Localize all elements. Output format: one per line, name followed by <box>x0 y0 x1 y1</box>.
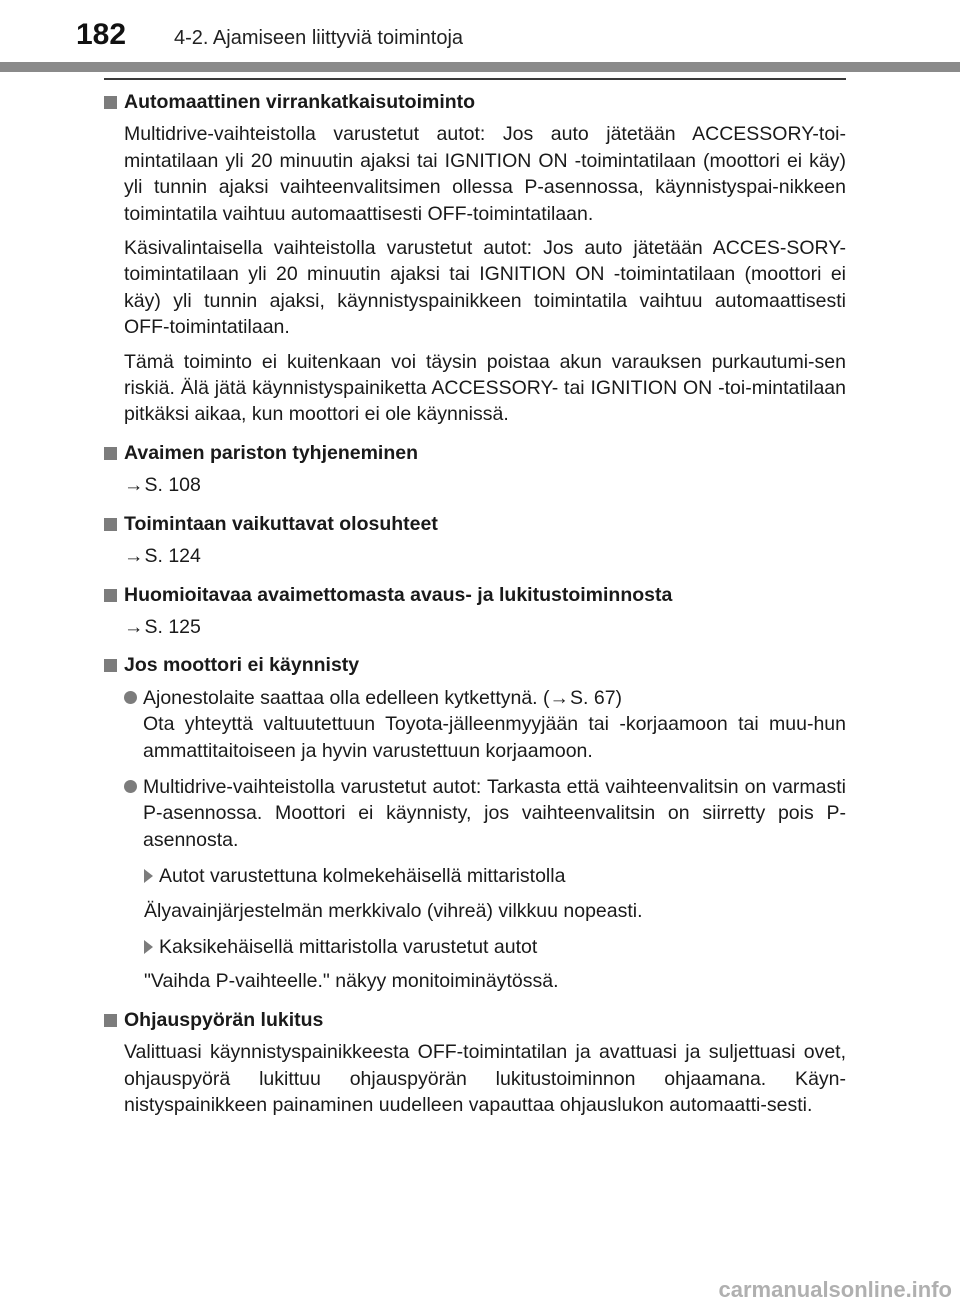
circle-bullet-icon <box>124 780 137 793</box>
section-heading <box>104 1007 846 1033</box>
arrow-right-icon: → <box>124 615 144 638</box>
heading-text: Huomioitavaa avaimettomasta avaus- ja lukitustoiminnosta <box>124 583 673 606</box>
section-title: 4-2. Ajamiseen liittyviä toimintoja <box>174 27 464 49</box>
sub-heading <box>104 863 846 889</box>
watermark: carmanualsonline.info <box>718 1277 952 1302</box>
square-bullet-icon <box>104 1014 117 1027</box>
header-band <box>0 62 960 72</box>
heading-text: Ohjauspyörän lukitus <box>124 1008 324 1031</box>
section-heading <box>104 582 846 608</box>
heading-text: Automaattinen virrankatkaisutoiminto <box>124 91 476 113</box>
sub-paragraph: Älyavainjärjestelmän merkkivalo (vihreä) vilkkuu nopeasti. <box>144 899 643 922</box>
square-bullet-icon <box>104 518 117 531</box>
paragraph: Tämä toiminto ei kuitenkaan voi täysin poistaa akun varauksen purkautumi-sen riskiä. Älä jätä käynnistyspainiketta ACCESSORY- tai IGNITION ON -toi-mintatilaan pitkäksi aikaa, kun moottori ei ole käynnissä. <box>124 350 846 426</box>
page-reference <box>104 543 846 569</box>
document-body <box>104 89 846 1126</box>
bullet-text: Ajonestolaite saattaa olla edelleen kytkettynä. ( <box>143 686 550 709</box>
paragraph: Multidrive-vaihteistolla varustetut autot: Jos auto jätetään ACCESSORY-toi-mintatilaan yli 20 minuutin ajaksi tai IGNITION ON -toimintatilaan (moottori ei käy) yli tunnin ajaksi vaihteenvalitsimen ollessa P-asennossa, käynnistyspai-nikkeen toimintatila vaihtuu automaattisesti OFF-toimintatilaan. <box>124 123 846 225</box>
list-item <box>104 774 846 853</box>
content-rule <box>104 78 846 80</box>
arrow-right-icon: → <box>124 545 144 568</box>
page-reference <box>104 614 846 640</box>
circle-bullet-icon <box>124 691 137 704</box>
triangle-right-icon <box>144 869 153 883</box>
reference-text: S. 124 <box>144 545 201 568</box>
list-item <box>104 685 846 764</box>
section-heading <box>104 440 846 466</box>
bullet-text: Multidrive-vaihteistolla varustetut autot: Tarkasta että vaihteenvalitsin on varmasti P-asennossa. Moottori ei käynnisty, jos vaihteenvalitsin on siirretty pois P-asennosta. <box>143 775 846 851</box>
section-heading <box>104 652 846 678</box>
reference-text: S. 67) <box>570 686 623 709</box>
bullet-first-line <box>143 685 846 711</box>
sub-heading-text: Autot varustettuna kolmekehäisellä mittaristolla <box>159 865 566 888</box>
square-bullet-icon <box>104 447 117 460</box>
page-reference <box>104 472 846 498</box>
square-bullet-icon <box>104 96 117 109</box>
square-bullet-icon <box>104 659 117 672</box>
square-bullet-icon <box>104 589 117 602</box>
paragraph: Valittuasi käynnistyspainikkeesta OFF-toimintatilan ja avattuasi ja suljettuasi ovet, ohjauspyörä lukittuu ohjauspyörän lukitustoiminnon ohjaamana. Käyn-nistyspainikkeen painaminen uudelleen vapauttaa ohjauslukon automaatti-sesti. <box>124 1041 846 1116</box>
bullet-text: Ota yhteyttä valtuutettuun Toyota-jälleenmyyjään tai -korjaamoon tai muu-hun ammattitaitoiseen ja hyvin varustettuun korjaamoon. <box>143 713 846 762</box>
section-heading <box>104 89 846 115</box>
page-number: 182 <box>76 18 127 51</box>
reference-text: S. 125 <box>144 615 201 638</box>
arrow-right-icon: → <box>549 686 570 709</box>
triangle-right-icon <box>144 940 153 954</box>
paragraph: Käsivalintaisella vaihteistolla varustetut autot: Jos auto jätetään ACCES-SORY-toimintatilaan yli 20 minuutin ajaksi tai IGNITION ON -toimintatilaan (moottori ei käy) yli tunnin ajaksi, käynnistyspainikkeen toimintatila vaihtuu automaattisesti OFF-toimintatilaan. <box>124 237 846 339</box>
sub-heading-text: Kaksikehäisellä mittaristolla varustetut autot <box>159 935 538 958</box>
reference-text: S. 108 <box>144 474 201 497</box>
section-heading <box>104 511 846 537</box>
heading-text: Toimintaan vaikuttavat olosuhteet <box>124 512 438 535</box>
heading-text: Jos moottori ei käynnisty <box>124 654 360 677</box>
sub-heading <box>104 934 846 960</box>
sub-paragraph: "Vaihda P-vaihteelle." näkyy monitoiminäytössä. <box>144 970 559 993</box>
heading-text: Avaimen pariston tyhjeneminen <box>124 441 419 464</box>
arrow-right-icon: → <box>124 474 144 497</box>
